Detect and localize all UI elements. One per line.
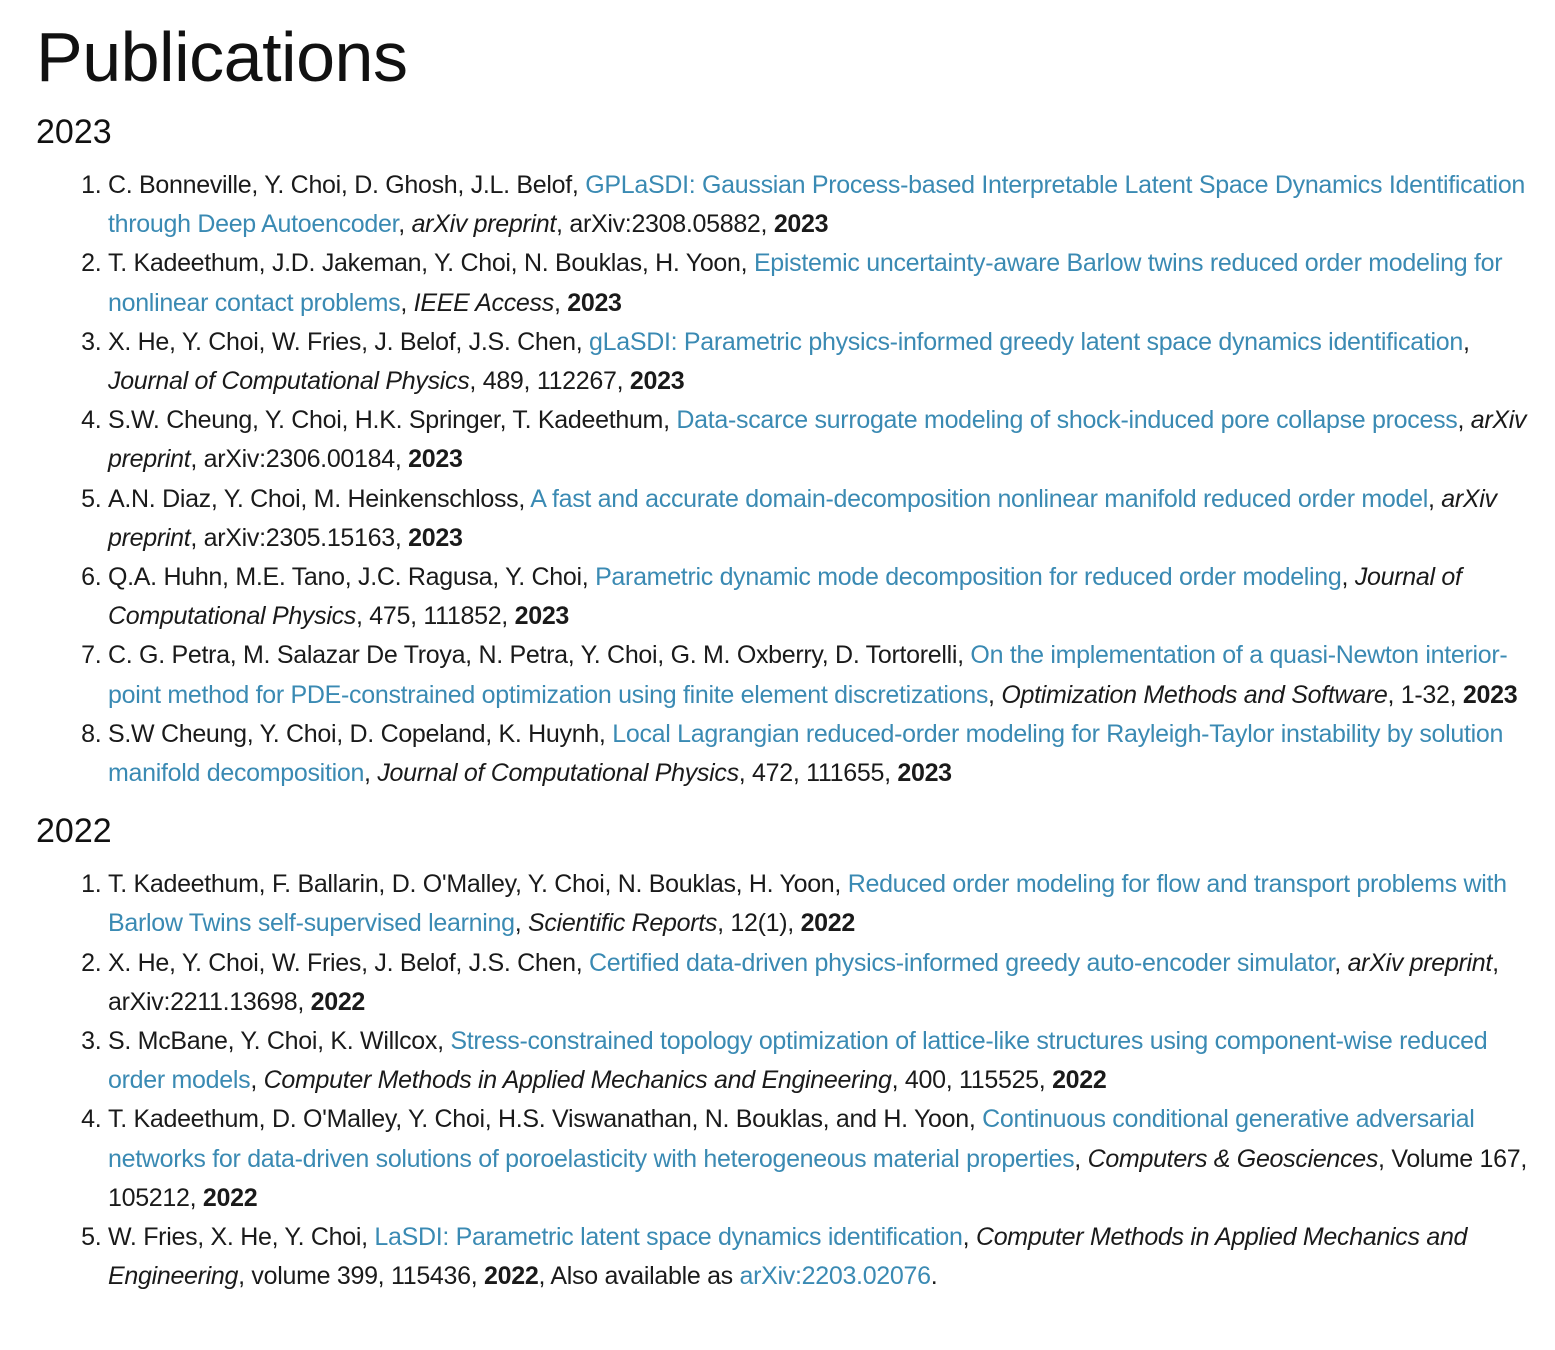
pub-authors: S.W Cheung, Y. Choi, D. Copeland, K. Huynh, bbox=[108, 719, 613, 748]
pub-venue: arXiv preprint bbox=[108, 406, 1527, 474]
pub-venue: arXiv preprint bbox=[108, 484, 1497, 552]
pub-authors: S. McBane, Y. Choi, K. Willcox, bbox=[108, 1027, 451, 1056]
pub-separator: , bbox=[1457, 406, 1471, 435]
pub-title-link[interactable]: Reduced order modeling for flow and transport problems with Barlow Twins self-supervised learning bbox=[108, 870, 1507, 938]
pub-separator: , bbox=[400, 288, 414, 317]
pub-separator: , bbox=[988, 680, 1002, 709]
pub-authors: A.N. Diaz, Y. Choi, M. Heinkenschloss, bbox=[108, 484, 531, 513]
pub-venue: arXiv preprint bbox=[411, 210, 557, 239]
pub-details: , 489, 112267, bbox=[469, 367, 630, 396]
pub-venue: Computers & Geosciences bbox=[1087, 1144, 1379, 1173]
publication-item bbox=[108, 1218, 1535, 1296]
pub-title-link[interactable]: Continuous conditional generative adversarial networks for data-driven solutions of poroelasticity with heterogeneous material properties bbox=[108, 1105, 1475, 1173]
publication-item bbox=[108, 323, 1535, 401]
pub-authors: S.W. Cheung, Y. Choi, H.K. Springer, T. Kadeethum, bbox=[108, 406, 677, 435]
pub-year: 2023 bbox=[408, 445, 463, 474]
pub-details: , 12(1), bbox=[717, 909, 801, 938]
pub-year: 2023 bbox=[897, 759, 952, 788]
pub-title-link[interactable]: gLaSDI: Parametric physics-informed greedy latent space dynamics identification bbox=[589, 327, 1463, 356]
publication-item bbox=[108, 1022, 1535, 1100]
pub-venue: Journal of Computational Physics bbox=[377, 759, 739, 788]
pub-details: , arXiv:2306.00184, bbox=[190, 445, 409, 474]
pub-title-link[interactable]: On the implementation of a quasi-Newton interior-point method for PDE-constrained optimization using finite element discretizations bbox=[108, 641, 1508, 709]
pub-title-link[interactable]: Parametric dynamic mode decomposition for reduced order modeling bbox=[595, 563, 1342, 592]
pub-end: . bbox=[930, 1262, 938, 1291]
pub-authors: T. Kadeethum, D. O'Malley, Y. Choi, H.S. Viswanathan, N. Bouklas, and H. Yoon, bbox=[108, 1105, 983, 1134]
pub-separator: , bbox=[1074, 1144, 1088, 1173]
publication-item bbox=[108, 636, 1535, 714]
publication-item bbox=[108, 715, 1535, 793]
pub-details: , 400, 115525, bbox=[891, 1066, 1053, 1095]
pub-details: , arXiv:2308.05882, bbox=[556, 210, 774, 239]
pub-separator: , bbox=[250, 1066, 264, 1095]
pub-year: 2022 bbox=[800, 909, 855, 938]
pub-year: 2022 bbox=[484, 1262, 539, 1291]
publication-list-2023 bbox=[36, 166, 1535, 793]
publication-item bbox=[108, 401, 1535, 479]
pub-year: 2023 bbox=[408, 523, 463, 552]
year-heading-2023: 2023 bbox=[36, 113, 112, 151]
pub-separator: , bbox=[1334, 948, 1348, 977]
pub-details: , volume 399, 115436, bbox=[238, 1262, 485, 1291]
pub-year: 2022 bbox=[1052, 1066, 1107, 1095]
pub-venue: Computer Methods in Applied Mechanics and Engineering bbox=[108, 1223, 1468, 1291]
pub-separator: , bbox=[398, 210, 412, 239]
pub-venue: Computer Methods in Applied Mechanics and Engineering bbox=[263, 1066, 892, 1095]
pub-separator: , bbox=[1427, 484, 1442, 513]
publication-item bbox=[108, 166, 1535, 244]
pub-venue: IEEE Access bbox=[413, 288, 554, 317]
pub-year: 2023 bbox=[514, 602, 570, 631]
publication-item bbox=[108, 1100, 1535, 1218]
pub-authors: C. Bonneville, Y. Choi, D. Ghosh, J.L. Belof, bbox=[108, 171, 586, 199]
publication-item bbox=[108, 865, 1535, 943]
pub-details: , 475, 111852, bbox=[356, 602, 515, 631]
pub-year: 2023 bbox=[629, 367, 685, 396]
pub-authors: X. He, Y. Choi, W. Fries, J. Belof, J.S. Chen, bbox=[108, 948, 590, 977]
pub-venue: Optimization Methods and Software bbox=[1001, 680, 1388, 709]
publication-item bbox=[108, 244, 1535, 322]
pub-year: 2022 bbox=[202, 1183, 258, 1212]
pub-separator: , bbox=[364, 759, 378, 788]
pub-authors: X. He, Y. Choi, W. Fries, J. Belof, J.S. Chen, bbox=[108, 327, 590, 356]
pub-title-link[interactable]: Data-scarce surrogate modeling of shock-induced pore collapse process bbox=[676, 406, 1458, 435]
pub-authors: T. Kadeethum, J.D. Jakeman, Y. Choi, N. Bouklas, H. Yoon, bbox=[108, 249, 754, 278]
pub-details: , bbox=[553, 288, 568, 317]
pub-separator: , bbox=[1341, 563, 1355, 592]
year-heading-2022: 2022 bbox=[36, 812, 112, 851]
pub-details: , arXiv:2211.13698, bbox=[108, 948, 1499, 1016]
pub-title-link[interactable]: LaSDI: Parametric latent space dynamics identification bbox=[374, 1223, 963, 1252]
pub-tail: , Also available as bbox=[538, 1262, 740, 1291]
publication-item bbox=[108, 558, 1535, 636]
publication-item bbox=[108, 944, 1535, 1022]
pub-year: 2023 bbox=[773, 210, 829, 239]
publication-item bbox=[108, 480, 1535, 558]
pub-year: 2023 bbox=[1462, 680, 1518, 709]
pub-authors: Q.A. Huhn, M.E. Tano, J.C. Ragusa, Y. Choi, bbox=[108, 563, 596, 592]
pub-details: , 472, 111655, bbox=[738, 759, 898, 788]
publication-list-2022 bbox=[36, 865, 1535, 1296]
pub-authors: W. Fries, X. He, Y. Choi, bbox=[108, 1223, 375, 1252]
arxiv-link[interactable]: arXiv:2203.02076 bbox=[739, 1262, 931, 1291]
pub-separator: , bbox=[514, 909, 528, 938]
page-title: Publications bbox=[36, 18, 408, 96]
pub-details: , 1-32, bbox=[1387, 680, 1463, 709]
pub-details: , arXiv:2305.15163, bbox=[190, 523, 409, 552]
pub-title-link[interactable]: Stress-constrained topology optimization of lattice-like structures using component-wise reduced order models bbox=[108, 1027, 1488, 1095]
pub-separator: , bbox=[1462, 327, 1470, 356]
pub-venue: Journal of Computational Physics bbox=[108, 367, 470, 396]
pub-venue: Journal of Computational Physics bbox=[108, 563, 1462, 631]
pub-separator: , bbox=[962, 1223, 976, 1252]
pub-title-link[interactable]: A fast and accurate domain-decomposition nonlinear manifold reduced order model bbox=[530, 484, 1428, 513]
pub-title-link[interactable]: Epistemic uncertainty-aware Barlow twins reduced order modeling for nonlinear contact problems bbox=[108, 249, 1503, 317]
pub-year: 2022 bbox=[310, 987, 366, 1016]
pub-venue: arXiv preprint bbox=[1347, 948, 1493, 977]
pub-authors: C. G. Petra, M. Salazar De Troya, N. Petra, Y. Choi, G. M. Oxberry, D. Tortorelli, bbox=[108, 641, 971, 670]
pub-title-link[interactable]: Local Lagrangian reduced-order modeling for Rayleigh-Taylor instability by solution manifold decomposition bbox=[108, 719, 1504, 788]
pub-year: 2023 bbox=[567, 288, 622, 317]
pub-title-link[interactable]: Certified data-driven physics-informed greedy auto-encoder simulator bbox=[589, 948, 1335, 977]
pub-venue: Scientific Reports bbox=[527, 909, 718, 938]
pub-details: , Volume 167, 105212, bbox=[108, 1144, 1528, 1212]
pub-title-link[interactable]: GPLaSDI: Gaussian Process-based Interpretable Latent Space Dynamics Identification through Deep Autoencoder bbox=[108, 171, 1526, 239]
pub-authors: T. Kadeethum, F. Ballarin, D. O'Malley, Y. Choi, N. Bouklas, H. Yoon, bbox=[108, 870, 848, 899]
